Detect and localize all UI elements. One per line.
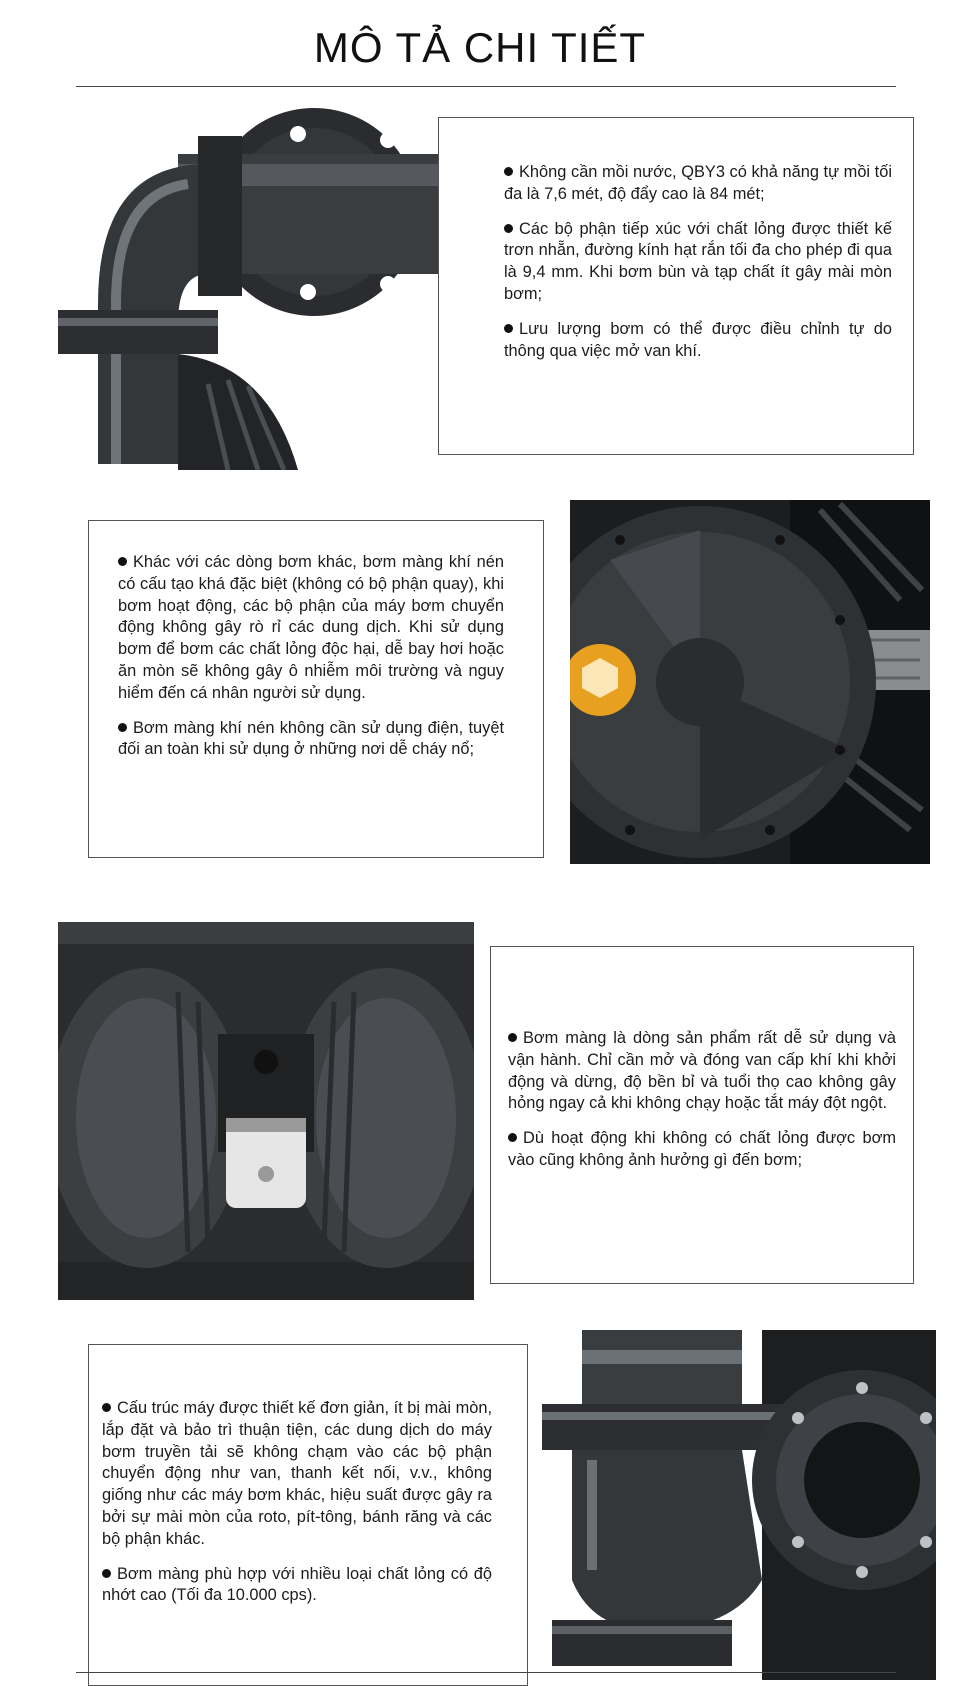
section-3-para-1: Bơm màng là dòng sản phẩm rất dễ sử dụng và vận hành. Chỉ cần mở và đóng van cấp khí khi khởi động và dừng, độ bền bỉ và tuổi thọ cao không gây hỏng ngay cả khi không chạy hoặc tắt máy đột ngột.	[508, 1029, 896, 1113]
section-3-para-2: Dù hoạt động khi không có chất lỏng được bơm vào cũng không ảnh hưởng gì đến bơm;	[508, 1129, 896, 1169]
pump-base-flange-image	[532, 1330, 936, 1680]
pump-elbow-flange-image	[58, 104, 438, 470]
section-2-para-1: Khác với các dòng bơm khác, bơm màng khí nén có cấu tạo khá đặc biệt (không có bộ phận quay), khi bơm hoạt động, các bộ phận của máy bơm chuyển động không gây rò rỉ các dung dịch. Khi sử dụng bơm để bơm các chất lỏng độc hại, dễ bay hơi hoặc ăn mòn sẽ không gây ô nhiễm môi trường và nguy hiểm đến cá nhân người sử dụng.	[118, 553, 504, 702]
bullet-icon	[508, 1033, 517, 1042]
section-2-para-2: Bơm màng khí nén không cần sử dụng điện, tuyệt đối an toàn khi sử dụng ở những nơi dễ cháy nổ;	[118, 718, 504, 759]
bullet-icon	[118, 557, 127, 566]
bullet-icon	[508, 1133, 517, 1142]
section-4-para-1: Cấu trúc máy được thiết kế đơn giản, ít bị mài mòn, lắp đặt và bảo trì thuận tiện, các dung dịch do máy bơm truyền tải sẽ không chạm vào các bộ phận chuyển động như van, thanh kết nối, v.v., không giống như các máy bơm khác, hiệu suất được gây ra bởi sự mài mòn của roto, pít-tông, bánh răng và các bộ phận khác.	[102, 1399, 493, 1548]
bullet-icon	[504, 224, 513, 233]
section-1-para-3: Lưu lượng bơm có thể được điều chỉnh tự do thông qua việc mở van khí.	[504, 319, 892, 360]
title-divider	[76, 86, 896, 87]
pump-front-view-image	[58, 922, 474, 1300]
section-4-para-2: Bơm màng phù hợp với nhiều loại chất lỏng có độ nhớt cao (Tối đa 10.000 cps).	[102, 1564, 492, 1605]
bullet-icon	[504, 167, 513, 176]
section-2-text	[118, 552, 504, 774]
bullet-icon	[102, 1569, 111, 1578]
bullet-icon	[102, 1403, 111, 1412]
section-4-text	[102, 1398, 492, 1620]
section-1-text	[504, 162, 892, 375]
section-1-para-2: Các bộ phận tiếp xúc với chất lỏng được thiết kế trơn nhẵn, đường kính hạt rắn tối đa cho phép đi qua là 9,4 mm. Khi bơm bùn và tạp chất ít gây mài mòn bơm;	[504, 219, 892, 303]
section-3-text	[508, 1028, 896, 1185]
bullet-icon	[118, 723, 127, 732]
page-title: MÔ TẢ CHI TIẾT	[313, 24, 647, 71]
bottom-divider	[76, 1672, 896, 1673]
pump-diaphragm-cover-image	[570, 500, 930, 864]
bullet-icon	[504, 324, 513, 333]
section-1-para-1: Không cần mồi nước, QBY3 có khả năng tự mồi tối đa là 7,6 mét, độ đẩy cao là 84 mét;	[504, 163, 892, 203]
